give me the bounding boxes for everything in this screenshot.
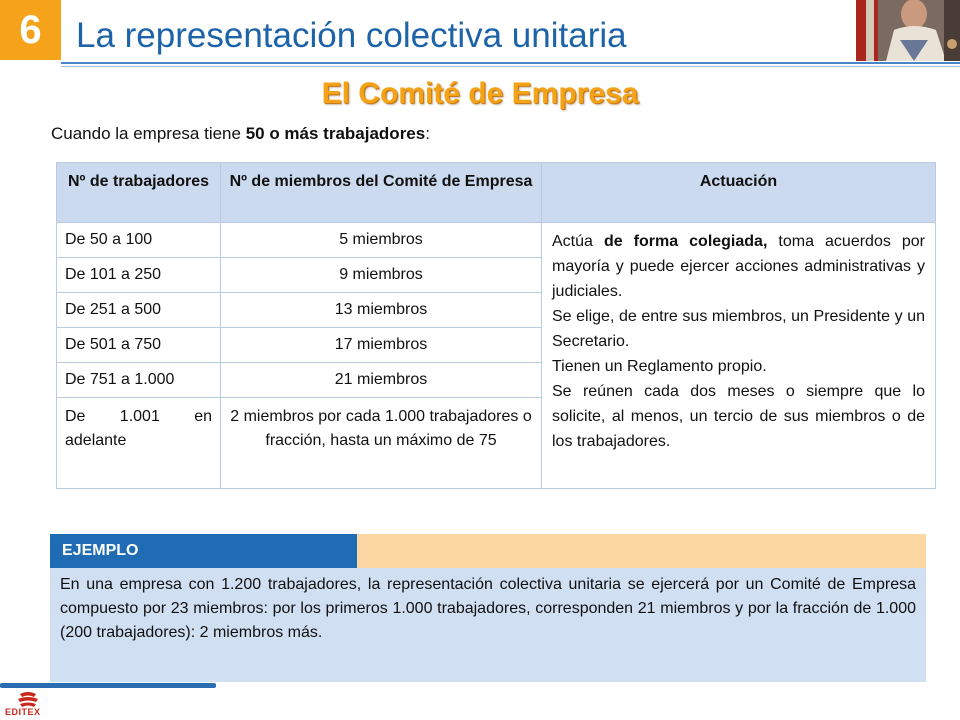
actuacion-paragraph-4: Se reúnen cada dos meses o siempre que lo solicite, al menos, un tercio de sus miembros o de los trabajadores. [552, 383, 925, 450]
chapter-number: 6 [19, 7, 42, 52]
header-divider-thin [61, 66, 960, 67]
range-cell [57, 398, 221, 489]
header-divider [61, 62, 960, 64]
intro-suffix: : [425, 124, 430, 143]
members-cell: 21 miembros [221, 363, 542, 398]
actuacion-paragraph-2: Se elige, de entre sus miembros, un Presidente y un Secretario. [552, 308, 925, 350]
range-cell: De 501 a 750 [57, 328, 221, 363]
committee-table [56, 162, 936, 489]
example-label: EJEMPLO [50, 534, 357, 568]
actuacion-p1-suffix: toma acuerdos por mayoría y puede ejercer acciones administrativas y judiciales. [552, 233, 925, 300]
actuacion-paragraph-3: Tienen un Reglamento propio. [552, 358, 767, 375]
column-header-workers: Nº de trabajadores [57, 163, 221, 223]
actuacion-p1-bold: de forma colegiada, [603, 233, 768, 250]
table-header-row [57, 163, 936, 223]
actuacion-cell [542, 223, 936, 489]
intro-prefix: Cuando la empresa tiene [51, 124, 246, 143]
intro-emphasis: 50 o más trabajadores [245, 124, 426, 143]
chapter-badge [0, 0, 61, 60]
section-title: El Comité de Empresa [321, 77, 639, 110]
example-header [50, 534, 926, 568]
members-cell: 2 miembros por cada 1.000 trabajadores o fracción, hasta un máximo de 75 [221, 398, 542, 489]
range-cell: De 751 a 1.000 [57, 363, 221, 398]
members-cell: 5 miembros [221, 223, 542, 258]
header-photo [856, 0, 960, 61]
column-header-members: Nº de miembros del Comité de Empresa [221, 163, 542, 223]
column-header-actuacion: Actuación [542, 163, 936, 223]
footer-divider [0, 683, 216, 688]
range-cell: De 101 a 250 [57, 258, 221, 293]
header-photo-illustration [856, 0, 960, 61]
intro-sentence [51, 124, 430, 144]
table-row [57, 223, 936, 258]
example-text: En una empresa con 1.200 trabajadores, la representación colectiva unitaria se ejercerá por un Comité de Empresa compuesto por 23 miembros: por los primeros 1.000 trabajadores, corresponden 21 miembros y por la fracción de 1.000 (200 trabajadores): 2 miembros más. [50, 568, 926, 682]
members-cell: 9 miembros [221, 258, 542, 293]
page-title: La representación colectiva unitaria [76, 16, 627, 55]
actuacion-p1-prefix: Actúa [552, 233, 604, 250]
members-cell: 13 miembros [221, 293, 542, 328]
members-cell: 17 miembros [221, 328, 542, 363]
range-line-2: adelante [65, 432, 127, 449]
range-cell: De 251 a 500 [57, 293, 221, 328]
footer-logo-text: EDITEX [5, 707, 41, 717]
actuacion-paragraph-1 [552, 229, 925, 304]
range-line-1: De 1.001 en [65, 408, 212, 425]
range-cell: De 50 a 100 [57, 223, 221, 258]
